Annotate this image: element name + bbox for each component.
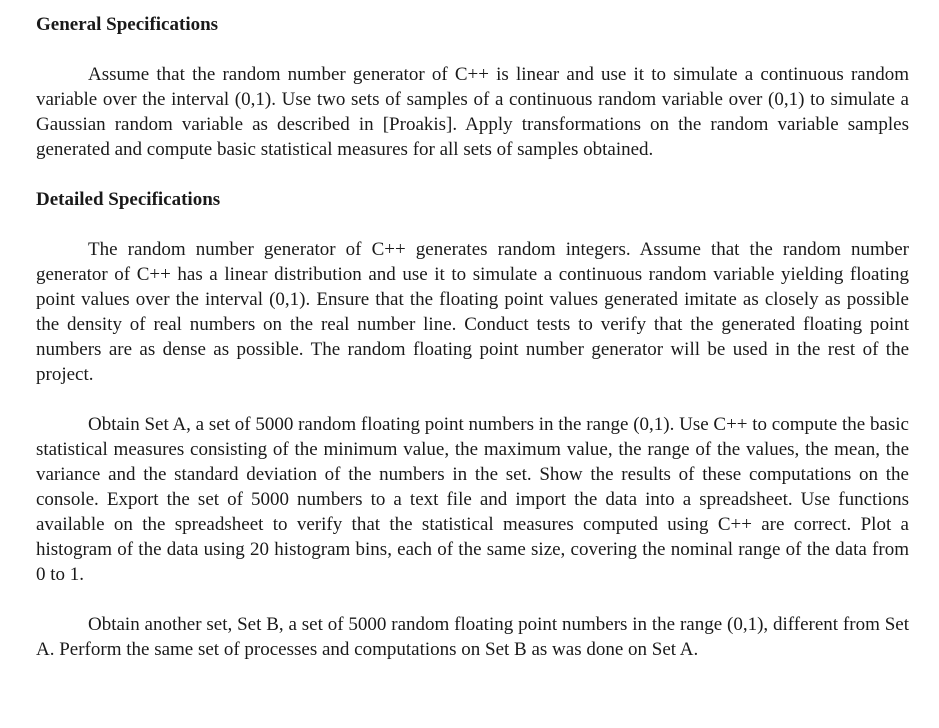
general-specifications-paragraph: Assume that the random number generator of C++ is linear and use it to simulate a continuous random variable over the interval (0,1). Use two sets of samples of a continuous random variable over (0,1) to simulate a Gaussian random variable as described in [Proakis]. Apply transformations on the random variable samples generated and compute basic statistical measures for all sets of samples obtained. [36, 64, 909, 160]
detailed-paragraph-rng: The random number generator of C++ generates random integers. Assume that the random number generator of C++ has a linear distribution and use it to simulate a continuous random variable yielding floating point values over the interval (0,1). Ensure that the floating point values generated imitate as closely as possible the density of real numbers on the real number line. Conduct tests to verify that the generated floating point numbers are as dense as possible. The random floating point number generator will be used in the rest of the project. [36, 239, 909, 385]
spacer [36, 212, 909, 237]
general-specifications-heading: General Specifications [36, 14, 219, 35]
detailed-specifications-heading: Detailed Specifications [36, 189, 221, 210]
detailed-paragraph-set-b: Obtain another set, Set B, a set of 5000 random floating point numbers in the range (0,1), different from Set A. Perform the same set of processes and computations on Set B as was done on Set A. [36, 614, 909, 660]
document-body [36, 12, 909, 662]
spacer [36, 162, 909, 187]
spacer [36, 587, 909, 612]
spacer [36, 37, 909, 62]
detailed-paragraph-set-a: Obtain Set A, a set of 5000 random floating point numbers in the range (0,1). Use C++ to compute the basic statistical measures consisting of the minimum value, the maximum value, the range of the values, the mean, the variance and the standard deviation of the numbers in the set. Show the results of these computations on the console. Export the set of 5000 numbers to a text file and import the data into a spreadsheet. Use functions available on the spreadsheet to verify that the statistical measures computed using C++ are correct. Plot a histogram of the data using 20 histogram bins, each of the same size, covering the nominal range of the data from 0 to 1. [36, 414, 909, 585]
spacer [36, 387, 909, 412]
